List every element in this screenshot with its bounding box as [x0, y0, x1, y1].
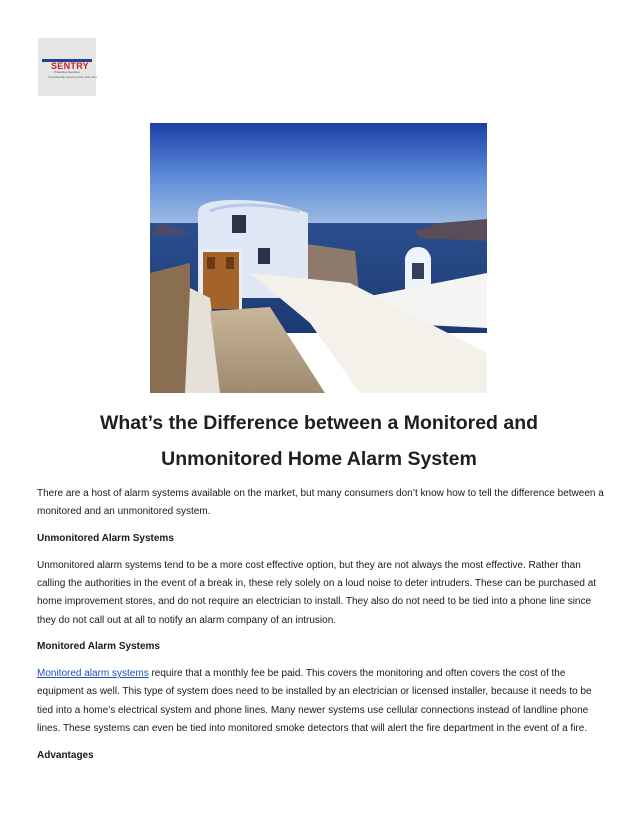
section-heading-unmonitored: Unmonitored Alarm Systems — [37, 532, 174, 544]
title-line-1: What’s the Difference between a Monitored and — [99, 412, 539, 434]
logo-subtitle: Protection Services — [54, 70, 80, 74]
section-heading-advantages: Advantages — [37, 749, 94, 761]
monitored-paragraph — [37, 665, 604, 738]
logo-tagline: Your Advantage Security & More Since 19xx — [48, 76, 97, 79]
title-line-2: Unmonitored Home Alarm System — [161, 448, 477, 470]
logo-brand: SENTRY — [51, 61, 89, 71]
page-title — [30, 405, 608, 477]
monitored-alarm-link[interactable]: Monitored alarm systems — [37, 668, 149, 680]
left-rocks — [150, 263, 190, 393]
bell-opening — [412, 263, 424, 279]
window-right — [258, 248, 270, 264]
logo-mark — [42, 57, 97, 79]
company-logo — [38, 38, 96, 96]
article-body — [37, 485, 604, 774]
section-heading-monitored: Monitored Alarm Systems — [37, 641, 160, 653]
hero-image — [150, 123, 487, 393]
monitored-paragraph-text: require that a monthly fee be paid. This covers the monitoring and often covers the cost of the equipment as well. This type of system does need to be installed by an electrician or licensed installer, because it needs to be tied into a home’s electrical system and phone lines. Many newer systems use cellular connections instead of landline phone lines. These systems can even be tied into monitored smoke detectors that will alert the fire department in the event of a fire. — [37, 668, 592, 734]
door-panel — [207, 257, 215, 269]
window-upper — [232, 215, 246, 233]
door-panel — [226, 257, 234, 269]
unmonitored-paragraph: Unmonitored alarm systems tend to be a more cost effective option, but they are not always the most effective. Rather than calling the authorities in the event of a break in, these rely solely on a loud noise to deter intruders. These can be purchased at home improvement stores, and do not require an electrician to install. They also do not need to be tied into a phone line since they do not call out at all to notify an alarm company of an intrusion. — [37, 559, 597, 626]
intro-paragraph: There are a host of alarm systems available on the market, but many consumers don’t know how to tell the difference between a monitored and an unmonitored system. — [37, 488, 604, 518]
